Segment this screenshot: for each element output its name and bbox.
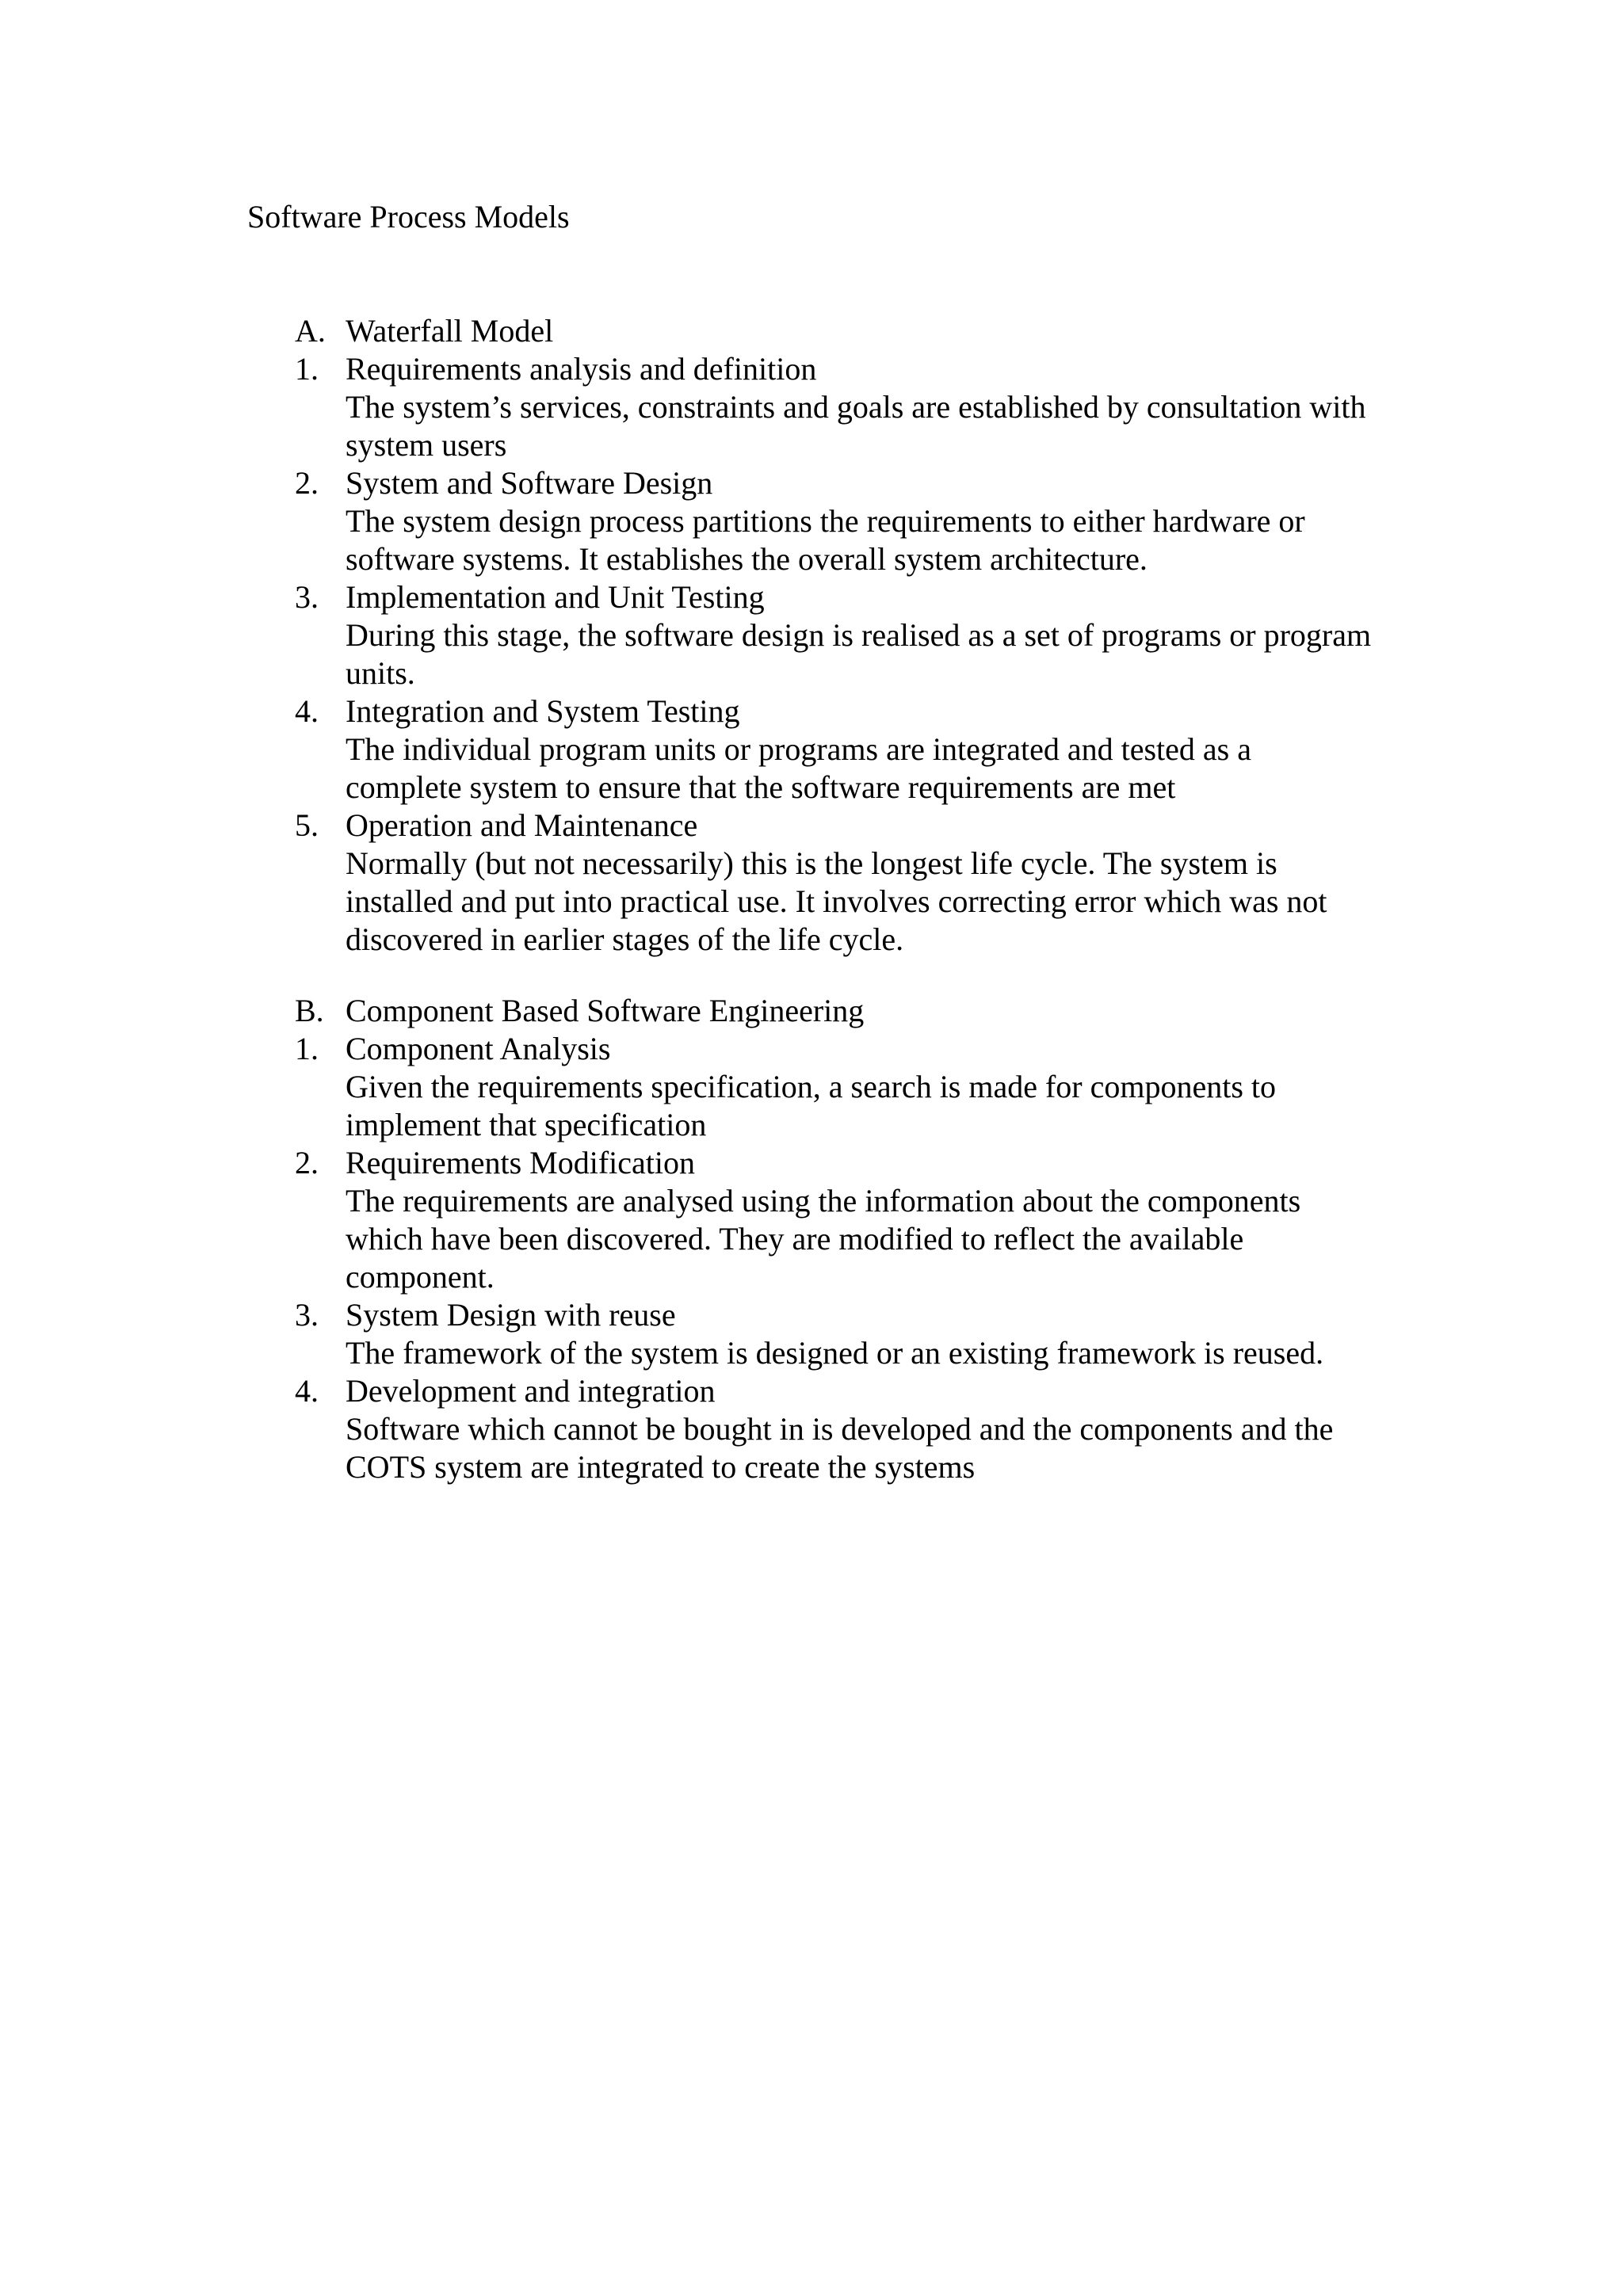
list-item-number: 4. [295,1373,319,1409]
list-item [295,1030,1373,1144]
list-item [295,1372,1373,1486]
list-item-heading: System Design with reuse [346,1297,676,1333]
section-heading-row [295,992,1373,1030]
section-waterfall-model [295,312,1373,959]
section-marker: A. [295,313,326,349]
list-item-description: The system design process partitions the requirements to either hardware or software systems. It establishes the overall system architecture. [346,503,1305,577]
document-title: Software Process Models [247,199,570,235]
list-item-heading: Development and integration [346,1373,716,1409]
list-item-number: 3. [295,579,319,615]
section-marker: B. [295,993,324,1028]
list-item [295,464,1373,578]
list-item-number: 3. [295,1297,319,1333]
list-item-heading: Requirements analysis and definition [346,351,817,387]
list-item [295,1144,1373,1296]
list-item-description: The requirements are analysed using the information about the components which have been discovered. They are modified to reflect the available component. [346,1183,1301,1295]
section-component-based-software-engineering [295,992,1373,1486]
list-item-description: Normally (but not necessarily) this is the longest life cycle. The system is installed and put into practical use. It involves correcting error which was not discovered in earlier stages of the life cycle. [346,845,1327,957]
list-item-heading: Operation and Maintenance [346,807,698,843]
list-item-number: 4. [295,693,319,729]
list-item [295,807,1373,959]
list-item-description: Given the requirements specification, a search is made for components to implement that specification [346,1069,1277,1142]
list-item-heading: System and Software Design [346,465,713,501]
list-item-heading: Integration and System Testing [346,693,740,729]
list-item [295,350,1373,464]
list-item-description: The system’s services, constraints and goals are established by consultation with system users [346,389,1366,463]
list-item-number: 2. [295,1145,319,1180]
list-item [295,578,1373,692]
list-item-description: The framework of the system is designed or an existing framework is reused. [346,1335,1324,1371]
section-heading: Waterfall Model [346,313,554,349]
list-item-heading: Requirements Modification [346,1145,696,1180]
list-item-number: 2. [295,465,319,501]
list-item-description: Software which cannot be bought in is developed and the components and the COTS system are integrated to create the systems [346,1411,1334,1485]
section-heading: Component Based Software Engineering [346,993,865,1028]
list-item-heading: Implementation and Unit Testing [346,579,765,615]
list-item-number: 1. [295,1031,319,1066]
list-item-number: 1. [295,351,319,387]
section-heading-row [295,312,1373,350]
list-item [295,692,1373,807]
list-item-heading: Component Analysis [346,1031,611,1066]
list-item-description: The individual program units or programs are integrated and tested as a complete system to ensure that the software requirements are met [346,731,1251,805]
list-item-description: During this stage, the software design is realised as a set of programs or program units. [346,617,1372,691]
list-item [295,1296,1373,1372]
list-item-number: 5. [295,807,319,843]
